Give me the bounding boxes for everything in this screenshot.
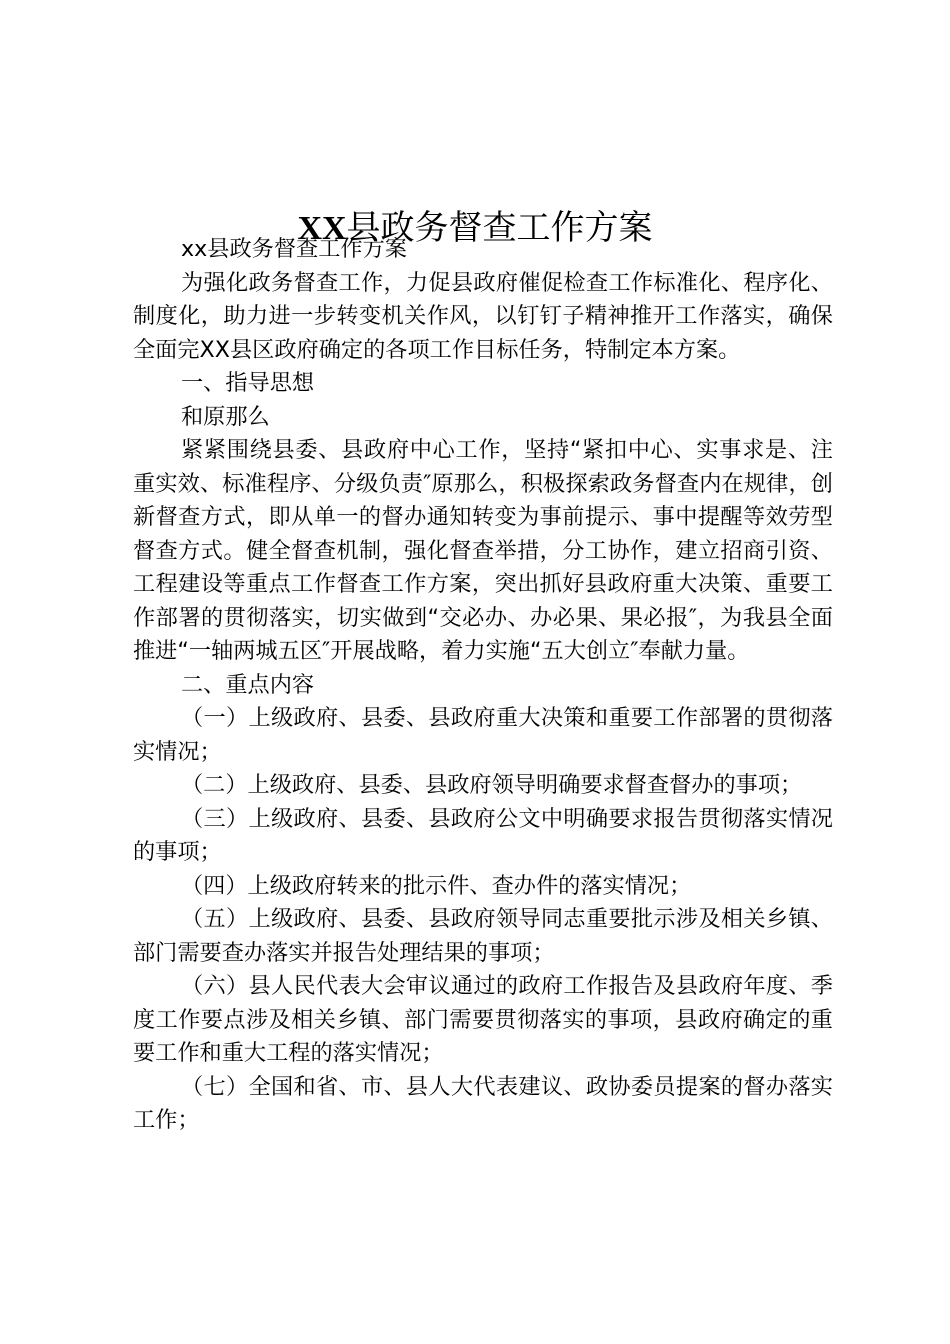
list-item: （六）县人民代表大会审议通过的政府工作报告及县政府年度、季度工作要点涉及相关乡镇、部门需要贯彻落实的事项，县政府确定的重要工作和重大工程的落实情况； xyxy=(133,973,833,1066)
guiding-principle-paragraph: 紧紧围绕县委、县政府中心工作，坚持“紧扣中心、实事求是、注重实效、标准程序、分级负责″原那么，积极探索政务督查内在规律，创新督查方式，即从单一的督办通知转变为事前提示、事中提醒等效劳型督查方式。健全督查机制，强化督查举措，分工协作，建立招商引资、工程建设等重点工作督查工作方案，突出抓好县政府重大决策、重要工作部署的贯彻落实，切实做到“交必办、办必果、果必报″，为我县全面推进“一轴两城五区″开展战略，着力实施“五大创立″奉献力量。 xyxy=(133,437,833,664)
list-item: （二）上级政府、县委、县政府领导明确要求督查督办的事项； xyxy=(181,772,803,798)
section-subheading: 和原那么 xyxy=(181,403,270,430)
title-prefix: XX xyxy=(297,209,347,247)
list-item: （一）上级政府、县委、县政府重大决策和重要工作部署的贯彻落实情况； xyxy=(133,705,833,765)
list-item: （四）上级政府转来的批示件、查办件的落实情况； xyxy=(181,872,692,899)
list-item: （三）上级政府、县委、县政府公文中明确要求报告贯彻落实情况的事项； xyxy=(133,805,833,865)
title-text: 县政务督查工作方案 xyxy=(346,207,653,248)
section-heading: 二、重点内容 xyxy=(181,671,315,698)
subtitle-line: xx县政务督查工作方案 xyxy=(181,236,407,262)
intro-paragraph: 为强化政务督查工作，力促县政府催促检查工作标准化、程序化、制度化，助力进一步转变机关作风，以钉钉子精神推开工作落实，确保全面完XX县区政府确定的各项工作目标任务，特制定本方案。 xyxy=(133,269,833,363)
list-item: （五）上级政府、县委、县政府领导同志重要批示涉及相关乡镇、部门需要查办落实并报告处理结果的事项； xyxy=(133,906,833,966)
list-item: （七）全国和省、市、县人大代表建议、政协委员提案的督办落实工作； xyxy=(133,1073,833,1133)
section-heading: 一、指导思想 xyxy=(181,370,315,396)
document-body xyxy=(133,233,833,1138)
